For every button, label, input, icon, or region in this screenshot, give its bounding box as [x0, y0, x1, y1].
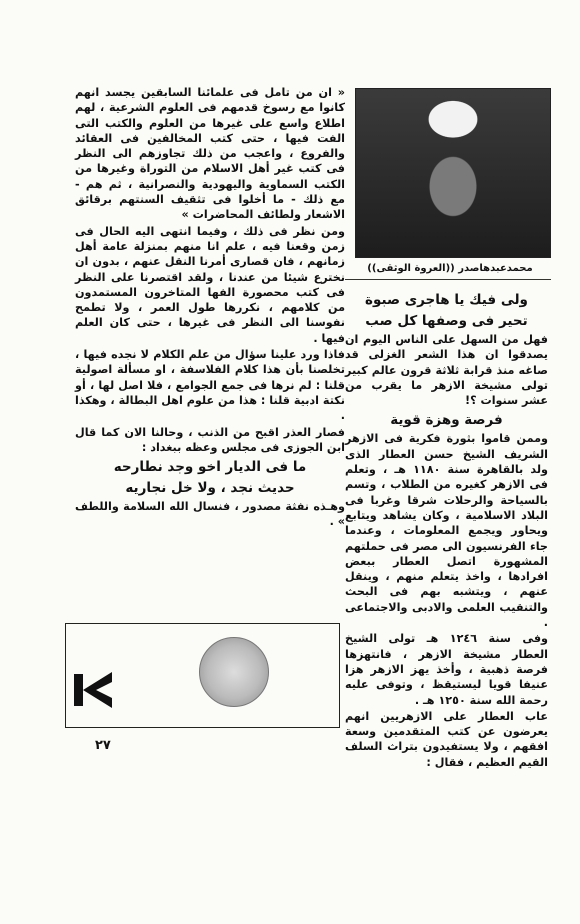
paragraph: وممن قاموا بثورة فكرية فى الازهر الشريف الشيخ حسن العطار الذى ولد بالقاهرة سنة ١١٨٠ هـ ، وتعلم فى الازهر كغيره من الطلاب ، وتسم بالسياحة والرحلات شرقا وغربا فى البلاد الاسلامية ، وكان يشاهد ويتابع ويحاور ويجمع المعلومات ، وعندما جاء الفرنسيون الى مصر فى حملتهم المشهورة اتصل العطار ببعض افرادها ، واخذ يتعلم منهم ، وينقل عنهم ، ويتشبه بهم فى البحث والتنقيب العلمى والادبى والاجتماعى .: [345, 432, 548, 630]
quote-paragraph: « ان من تامل فى علمائنا السابقين يجسد انهم كانوا مع رسوخ قدمهم فى العلوم الشرعية ، لهم اطلاع واسع على غيرها من العلوم والكتب التى الفت فيها ، حتى كتب المخالفين فى العقائد والفروع ، واعجب من ذلك تجاوزهم الى النظر فى كتب غير أهل الاسلام من التوراة وغيرها من الكتب السماوية واليهودية والنصرانية ، ثم هم - مع ذلك - ما أخلوا فى تثقيف السنتهم برقائق الاشعار ولطائف المحاضرات »: [75, 86, 345, 222]
paragraph: فهل من السهل على الناس اليوم ان يصدقوا ان هذا الشعر الغزلى قد صاغه منذ قرابة ثلاثة قرون عالم كبير تولى مشيخة الازهر ما يقرب من عشر سنوات ؟!: [345, 333, 548, 408]
paragraph: عاب العطار على الازهريين انهم يعرضون عن كتب المتقدمين وسعة افقهم ، ولا يستفيدون بتراث السلف القيم العظيم ، فقال :: [345, 709, 548, 769]
paragraph: فصار العذر اقبح من الذنب ، وحالنا الان كما قال ابن الجوزى فى مجلس وعظه ببغداد :: [75, 425, 345, 454]
photo-caption: محمدعبدهاصدر ((العروة الوثقى)): [367, 263, 533, 274]
verse-heading-line-1: ولى فيك يا هاجرى صبوة: [365, 292, 528, 308]
portrait-photo: [355, 88, 551, 258]
right-column: [345, 288, 548, 771]
kiosk-arrow-logo-icon: [72, 668, 118, 712]
paragraph: ومن نظر فى ذلك ، وفيما انتهى اليه الحال فى زمن وقعنا فيه ، علم انا منهم بمنزلة عامة أهل زمانهم ، فان قصارى أمرنا النقل عنهم ، بدون ان نخترع شيئا من عندنا ، ولقد اقتصرنا على النظر فى كتب محصورة الفها المتاخرون المستمدون من كلامهم ، نكررها طول العمر ، ولا تطمح نفوسنا الى النظر فى غيرها ، حتى كان العلم فيها .: [75, 224, 345, 345]
paragraph: فاذا ورد علينا سؤال من علم الكلام لا نجده فيها ، تخلصنا بأن هذا كلام الفلاسفة ، او مسألة اصولية قلنا : لم نرها فى جمع الجوامع ، فلا اصل لها ، أو نكتة ادبية قلنا : هذا من علوم اهل البطالة ، وهكذا .: [75, 348, 345, 423]
section-heading: فرصة وهزة قوية: [390, 412, 503, 429]
caption-rule: [345, 279, 551, 280]
paragraph: وفى سنة ١٢٤٦ هـ تولى الشيخ العطار مشيخة الازهر ، فانتهزها فرصة ذهبية ، وأخذ يهز الازهر هزا عنيفا قويا ليستيقظ ، وتوفى عليه رحمة الله سنة ١٢٥٠ هـ .: [345, 632, 548, 707]
left-column: [75, 85, 345, 531]
verse-heading-line-2: تحير فى وصفها كل صب: [365, 313, 528, 329]
paragraph: وهـذه نفثة مصدور ، فنسال الله السلامة واللطف » .: [75, 500, 345, 529]
verse-line-2: حديث نجد ، ولا خل نجاريه: [125, 480, 295, 497]
page-number: ٢٧: [95, 738, 111, 753]
verse-line-1: ما فى الديار اخو وجد نطارحه: [113, 459, 307, 476]
advertisement-emblem: [199, 637, 269, 707]
